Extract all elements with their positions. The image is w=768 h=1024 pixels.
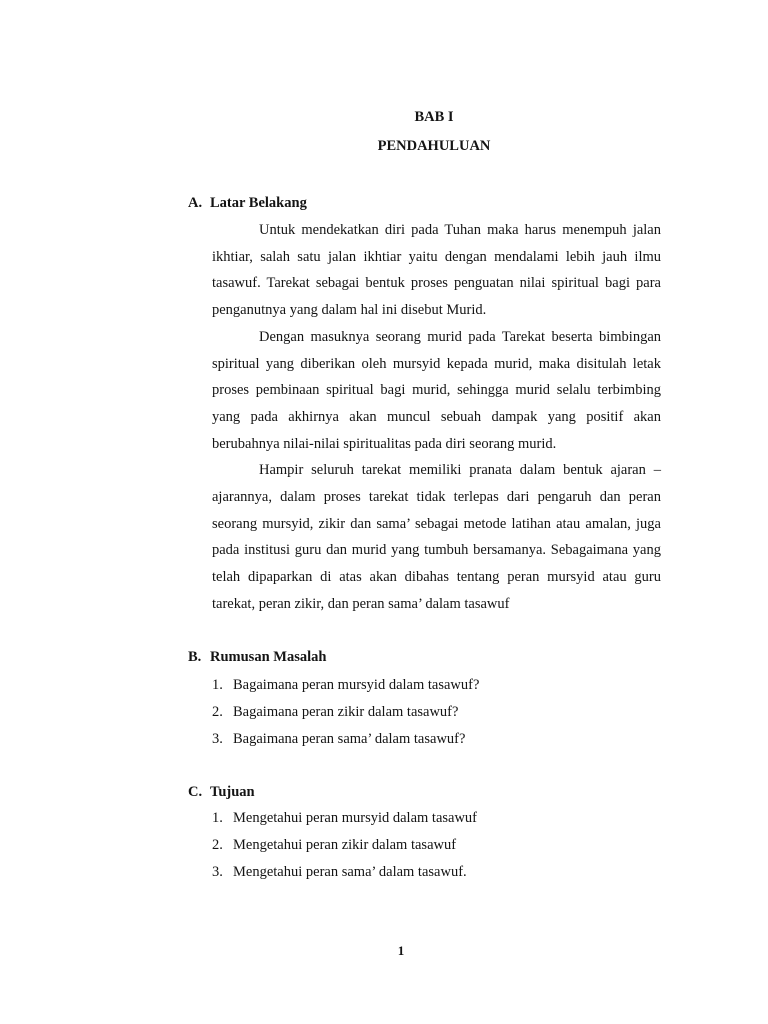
list-item [212,672,479,699]
chapter-title: PENDAHULUAN [377,138,491,154]
item-text: Mengetahui peran zikir dalam tasawuf [233,836,457,853]
section-heading-tujuan [188,784,255,801]
item-number: 3. [212,863,223,880]
paragraph: Untuk mendekatkan diri pada Tuhan maka harus menempuh jalan ikhtiar, salah satu jalan ikhtiar yaitu dengan mendalami lebih jauh ilmu tasawuf. Tarekat sebagai bentuk proses penguatan nilai spiritual bagi para penganutnya yang dalam hal ini disebut Murid. [212,222,661,319]
rumusan-masalah-list [212,672,479,752]
item-number: 3. [212,730,223,747]
list-item [212,726,479,753]
page-number: 1 [397,943,405,958]
item-text: Mengetahui peran mursyid dalam tasawuf [233,810,478,826]
paragraph: Hampir seluruh tarekat memiliki pranata dalam bentuk ajaran – ajarannya, dalam proses tarekat tidak terlepas dari pengaruh dan peran seorang mursyid, zikir dan sama’ sebagai metode latihan atau amalan, juga pada institusi guru dan murid yang tumbuh bersamanya. Sebagaimana yang telah dipaparkan di atas akan dibahas tentang peran mursyid atau guru tarekat, peran zikir, dan peran sama’ dalam tasawuf [212,462,661,612]
list-item [212,859,477,886]
section-heading-rumusan-masalah [188,649,326,666]
item-number: 2. [212,703,223,720]
item-text: Bagaimana peran zikir dalam tasawuf? [233,703,459,720]
section-heading-latar-belakang [188,195,307,212]
section-letter: B. [188,649,202,665]
item-text: Bagaimana peran mursyid dalam tasawuf? [233,677,480,693]
item-text: Mengetahui peran sama’ dalam tasawuf. [233,863,467,880]
item-number: 1. [212,677,223,693]
section-body-latar-belakang [212,217,661,618]
section-title: Tujuan [210,784,255,800]
list-item [212,832,477,859]
section-letter: A. [188,195,203,211]
section-letter: C. [188,784,203,800]
section-title: Latar Belakang [210,195,307,211]
item-text: Bagaimana peran sama’ dalam tasawuf? [233,730,466,747]
tujuan-list [212,805,477,885]
item-number: 2. [212,836,223,853]
list-item [212,805,477,832]
chapter-number: BAB I [414,109,454,125]
item-number: 1. [212,810,223,826]
section-title: Rumusan Masalah [210,649,327,665]
list-item [212,699,479,726]
paragraph: Dengan masuknya seorang murid pada Tarekat beserta bimbingan spiritual yang diberikan oleh mursyid kepada murid, maka disitulah letak proses pembinaan spiritual bagi murid, sehingga murid selalu terbimbing yang pada akhirnya akan muncul sebuah dampak yang positif akan berubahnya nilai-nilai spiritualitas pada diri seorang murid. [212,328,661,452]
